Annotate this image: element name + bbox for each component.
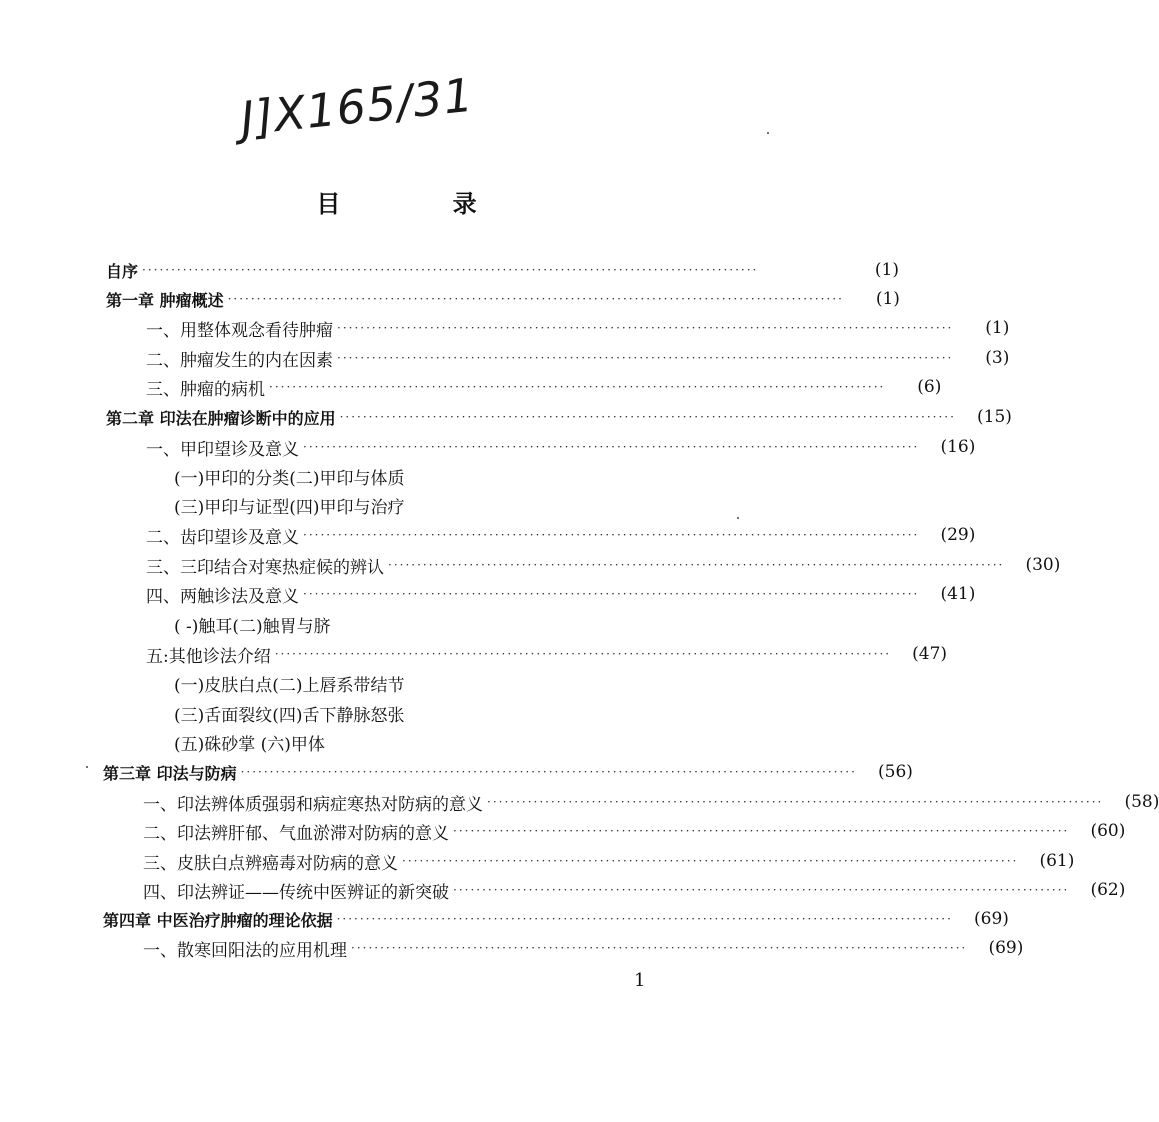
- toc-entry-text: (五)硃砂掌 (六)甲体: [174, 734, 325, 755]
- toc-subentry: [0, 728, 1079, 756]
- toc-entry-text: 第二章 印法在肿瘤诊断中的应用: [106, 408, 336, 428]
- toc-entry-page: (1): [875, 289, 900, 309]
- toc-entry-page: (58): [1124, 792, 1159, 812]
- toc-entry: [0, 876, 1126, 904]
- toc-entry-text: ( -)触耳(二)触胃与脐: [174, 616, 331, 637]
- toc-entry-page: (1): [874, 260, 899, 280]
- toc-entry-text: 第四章 中医治疗肿瘤的理论依据: [103, 910, 333, 930]
- scan-speck: [86, 766, 88, 768]
- toc-entry-text: 一、印法辨体质强弱和病症寒热对防病的意义: [143, 794, 483, 815]
- dot-leader: [453, 883, 1069, 897]
- toc-entry-page: (3): [985, 348, 1010, 368]
- toc-entry: [0, 256, 1011, 284]
- dot-leader: [275, 647, 891, 661]
- toc-entry: [0, 817, 1126, 845]
- toc-subentry: [0, 491, 1079, 519]
- toc-entry-text: 三、肿瘤的病机: [146, 379, 265, 400]
- toc-entry-text: 一、用整体观念看待肿瘤: [146, 320, 333, 341]
- toc-entry: [0, 344, 1051, 372]
- toc-entry: [0, 788, 1159, 816]
- toc-entry-text: (一)皮肤白点(二)上唇系带结节: [174, 675, 405, 696]
- toc-entry-page: (16): [940, 437, 976, 457]
- toc-entry-text: 第一章 肿瘤概述: [106, 290, 224, 310]
- toc-entry-page: (47): [912, 644, 948, 664]
- page-title: 目 录: [316, 190, 529, 218]
- dot-leader: [142, 263, 843, 277]
- toc-entry-text: (三)甲印与证型(四)甲印与治疗: [174, 497, 405, 518]
- dot-leader: [303, 587, 919, 601]
- toc-entry-page: (15): [977, 407, 1012, 427]
- dot-leader: [340, 410, 956, 424]
- toc-entry: [0, 905, 1008, 933]
- toc-entry-page: (62): [1090, 880, 1126, 900]
- toc-entry: [0, 314, 1051, 342]
- toc-entry-text: 二、印法辨肝郁、气血淤滞对防病的意义: [143, 823, 449, 844]
- toc-entry-text: 第三章 印法与防病: [103, 763, 237, 783]
- toc-entry-page: (61): [1039, 851, 1075, 871]
- toc-entry-page: (69): [988, 938, 1024, 958]
- dot-leader: [337, 912, 953, 926]
- toc-entry: [0, 847, 1075, 875]
- toc-entry-text: (一)甲印的分类(二)甲印与体质: [174, 468, 405, 489]
- dot-leader: [402, 854, 1018, 868]
- toc-entry-page: (1): [985, 318, 1010, 338]
- toc-entry-text: 一、散寒回阳法的应用机理: [143, 940, 347, 961]
- dot-leader: [487, 795, 1103, 809]
- toc-subentry: [0, 699, 1079, 727]
- toc-entry: [0, 285, 1011, 313]
- toc-entry-text: 自序: [106, 261, 139, 281]
- toc-entry: [0, 373, 1051, 401]
- dot-leader: [337, 321, 953, 335]
- dot-leader: [228, 292, 844, 306]
- toc-entry-text: 三、三印结合对寒热症候的辨认: [146, 557, 384, 578]
- toc-entry-page: (41): [940, 584, 976, 604]
- dot-leader: [303, 440, 919, 454]
- dot-leader: [388, 558, 1004, 572]
- scan-speck: [737, 517, 739, 519]
- dot-leader: [351, 941, 967, 955]
- toc-entry: [0, 934, 1048, 962]
- dot-leader: [241, 765, 857, 779]
- toc-entry-text: 一、甲印望诊及意义: [146, 439, 299, 460]
- toc-entry-page: (6): [917, 377, 942, 397]
- toc-entry-text: 三、皮肤白点辨癌毒对防病的意义: [143, 853, 398, 874]
- toc-entry-page: (56): [878, 762, 913, 782]
- toc-entry-text: 四、印法辨证——传统中医辨证的新突破: [143, 882, 449, 903]
- toc-entry-text: 二、齿印望诊及意义: [146, 527, 299, 548]
- dot-leader: [337, 351, 953, 365]
- toc-entry-page: (60): [1090, 821, 1126, 841]
- toc-entry: [0, 580, 1051, 608]
- toc-entry-text: 二、肿瘤发生的内在因素: [146, 350, 333, 371]
- toc-entry-page: (29): [940, 525, 976, 545]
- toc-entry-text: (三)舌面裂纹(四)舌下静脉怒张: [174, 705, 405, 726]
- toc-entry-text: 四、两触诊法及意义: [146, 586, 299, 607]
- toc-subentry: [0, 462, 1079, 490]
- toc-entry: [0, 551, 1061, 579]
- dot-leader: [303, 528, 919, 542]
- dot-leader: [269, 380, 885, 394]
- toc-subentry: [0, 610, 1079, 638]
- toc-entry-text: 五:其他诊法介绍: [146, 646, 271, 667]
- toc-entry: [0, 521, 1051, 549]
- toc-entry: [0, 403, 1011, 431]
- toc-entry-page: (69): [974, 909, 1009, 929]
- toc-entry: [0, 640, 1051, 668]
- toc-entry: [0, 433, 1051, 461]
- scan-speck: [767, 132, 769, 134]
- toc-entry: [0, 758, 1008, 786]
- handwritten-call-number: J]X165/31: [238, 67, 477, 146]
- page-number: 1: [634, 970, 646, 991]
- toc-subentry: [0, 669, 1079, 697]
- dot-leader: [453, 824, 1069, 838]
- toc-entry-page: (30): [1025, 555, 1061, 575]
